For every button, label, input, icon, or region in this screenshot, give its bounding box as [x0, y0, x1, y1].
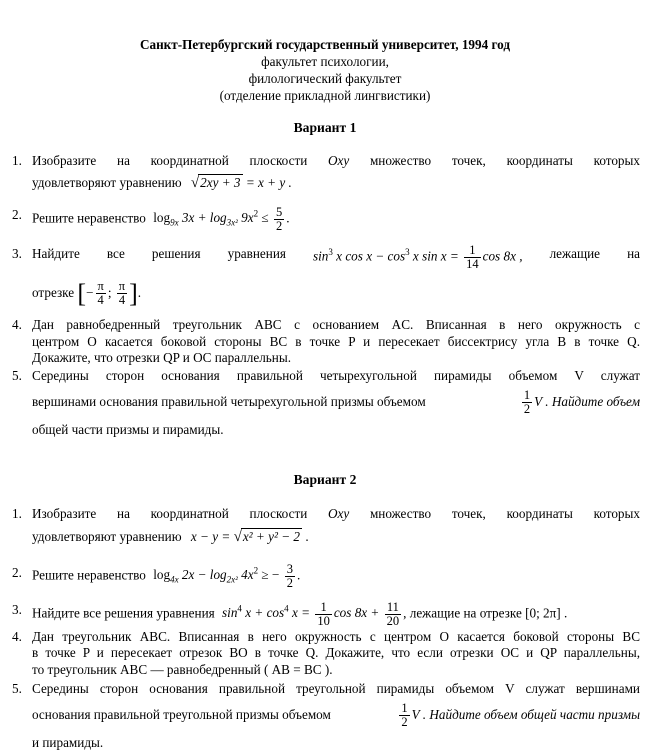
- word: которых: [593, 153, 640, 168]
- word: множество: [369, 153, 432, 168]
- expr: cos 8x +: [333, 605, 383, 621]
- v1-problem-3-line1: [32, 238, 640, 271]
- equation-rhs: = x + y .: [242, 175, 292, 190]
- word: Изобразите: [32, 153, 97, 168]
- expr: x cos x − cos: [332, 248, 406, 264]
- v2-problem-4-line3: то треугольник ABC — равнобедренный ( AB = BC ).: [32, 662, 333, 677]
- denominator: 2: [286, 575, 293, 590]
- expr: cos 8x ,: [482, 248, 523, 264]
- log-base: 4x: [170, 575, 179, 586]
- numerator: 1: [464, 244, 481, 258]
- exponent: 2: [253, 566, 259, 576]
- text: Решите неравенство: [32, 210, 146, 226]
- header-faculty-philology: филологический факультет: [248, 71, 402, 86]
- log-expression: [153, 566, 283, 586]
- fraction: [274, 206, 284, 233]
- fraction: [399, 702, 409, 729]
- relation: ≤: [258, 210, 272, 226]
- log-expression: [153, 209, 272, 229]
- v1-problem-5-line2: [32, 386, 640, 418]
- text: Найдите все решения уравнения: [32, 605, 215, 621]
- log-base: 3x²: [226, 218, 238, 229]
- expr: 2x − log: [178, 567, 227, 583]
- v2-problem-5-line2: [32, 699, 640, 731]
- denominator: 4: [97, 293, 104, 308]
- word: координатной: [150, 506, 229, 521]
- v1-problem-2-line: [32, 200, 640, 237]
- text: отрезке: [32, 285, 75, 300]
- expr: 3x + log: [178, 210, 227, 226]
- numerator: 1: [401, 701, 408, 716]
- v2-problem-5-line1: Середины сторон основания правильной треугольной пирамиды объемом V служат вершинами: [32, 681, 640, 696]
- exponent: 3: [328, 247, 333, 257]
- word: на: [117, 153, 130, 168]
- fraction: [285, 563, 295, 590]
- denominator: 2: [275, 218, 283, 233]
- fraction: [464, 244, 481, 271]
- text: , лежащие на отрезке [0; 2π] .: [403, 605, 568, 621]
- word: все: [106, 246, 125, 262]
- numerator: π: [97, 279, 104, 294]
- v1-problem-1-number: 1.: [12, 153, 22, 168]
- word: плоскости: [249, 506, 308, 521]
- header-university: Санкт-Петербургский государственный университет, 1994 год: [139, 37, 511, 52]
- v1-problem-1-line1: [32, 153, 640, 169]
- numerator: 11: [385, 601, 402, 615]
- word: Изобразите: [32, 506, 97, 521]
- punct: .: [286, 210, 290, 226]
- separator: ;: [107, 285, 115, 300]
- word: которых: [593, 506, 640, 521]
- v2-problem-3-number: 3.: [12, 602, 22, 617]
- relation: ≥ −: [258, 567, 283, 583]
- v1-problem-5-number: 5.: [12, 368, 22, 383]
- denominator: 10: [317, 613, 330, 628]
- numerator: 3: [286, 561, 293, 576]
- v2-problem-1-line1: [32, 506, 640, 522]
- text: V . Найдите объем общей части призмы: [411, 707, 640, 722]
- text: удовлетворяют уравнению: [32, 529, 182, 544]
- word: координаты: [506, 153, 573, 168]
- variant-1-title: Вариант 1: [293, 120, 357, 135]
- denominator: 2: [523, 402, 531, 417]
- equation-lhs: x − y =: [190, 529, 234, 544]
- exponent: 4: [284, 604, 289, 614]
- bracket-close: ]: [129, 278, 138, 308]
- v1-problem-4-line2: центром O касается боковой стороны BC в точке P и пересекает биссектрису угла B в точке Q.: [32, 334, 640, 349]
- radicand-text: 2xy + 3: [200, 175, 241, 190]
- equation: [222, 599, 403, 628]
- text: удовлетворяют уравнению: [32, 175, 182, 190]
- denominator: 14: [466, 256, 479, 271]
- exponent: 2: [253, 209, 259, 219]
- radicand: [241, 528, 302, 544]
- word: координаты: [506, 506, 573, 521]
- log-base: 9x: [170, 218, 179, 229]
- punct: .: [296, 567, 301, 583]
- expr: x + cos: [241, 605, 285, 621]
- text: V . Найдите объем: [534, 394, 640, 409]
- v1-problem-2-number: 2.: [12, 207, 22, 222]
- v2-problem-1-line2: [32, 528, 640, 546]
- denominator: 20: [386, 613, 400, 628]
- word: на: [627, 246, 640, 262]
- word: Oxy: [328, 153, 350, 168]
- volume-expression: [520, 386, 640, 418]
- expr: sin: [222, 605, 238, 621]
- exponent: 4: [237, 604, 242, 614]
- numerator: 5: [275, 204, 283, 219]
- word: точек,: [451, 506, 486, 521]
- sqrt-sign: √: [233, 529, 242, 545]
- word: координатной: [150, 153, 229, 168]
- v1-problem-4-line1: Дан равнобедренный треугольник ABC с основанием AC. Вписанная в него окружность с: [32, 317, 640, 332]
- minus: −: [86, 285, 94, 300]
- fraction: [315, 601, 332, 628]
- word: Oxy: [328, 506, 350, 521]
- word: уравнения: [227, 246, 286, 262]
- v2-problem-1-number: 1.: [12, 506, 22, 521]
- v2-problem-4-line2: в точке P и пересекает отрезок BO в точке Q. Докажите, что если отрезки OC и QP параллельны,: [32, 645, 640, 660]
- v1-problem-4-number: 4.: [12, 317, 22, 332]
- v1-problem-4-line3: Докажите, что отрезки QP и OC параллельны.: [32, 350, 291, 365]
- numerator: π: [118, 279, 126, 294]
- v2-problem-3-line: [32, 594, 640, 628]
- log-base: 2x²: [226, 575, 238, 586]
- bracket-open: [: [77, 278, 87, 308]
- radicand: [198, 174, 242, 190]
- fraction: [385, 601, 402, 628]
- text: Решите неравенство: [32, 567, 146, 583]
- exponent: 3: [405, 247, 410, 257]
- header-faculty-psychology: факультет психологии,: [261, 54, 389, 69]
- expr: x sin x =: [409, 248, 463, 264]
- v1-problem-3-number: 3.: [12, 246, 22, 261]
- text: основания правильной треугольной призмы объемом: [32, 707, 331, 722]
- volume-expression: [397, 699, 640, 731]
- word: точек,: [451, 153, 486, 168]
- v2-problem-2-line: [32, 557, 640, 594]
- punct: .: [302, 529, 309, 544]
- numerator: 1: [523, 388, 531, 403]
- denominator: 2: [401, 715, 408, 730]
- word: на: [117, 506, 130, 521]
- numerator: 1: [315, 601, 332, 615]
- v1-problem-1-line2: [32, 174, 640, 192]
- word: плоскости: [249, 153, 308, 168]
- v2-problem-4-number: 4.: [12, 629, 22, 644]
- variant-2-title: Вариант 2: [293, 472, 357, 487]
- word: лежащие: [549, 246, 601, 262]
- header-department: (отделение прикладной лингвистики): [219, 88, 431, 103]
- v1-problem-3-line2: [32, 278, 640, 308]
- word: Найдите: [32, 246, 80, 262]
- radicand-text: x² + y² − 2: [242, 529, 301, 544]
- expr: sin: [312, 248, 329, 264]
- sqrt-sign: √: [190, 175, 200, 191]
- word: множество: [369, 506, 432, 521]
- v2-problem-2-number: 2.: [12, 565, 22, 580]
- equation: [313, 238, 523, 271]
- punct: .: [137, 285, 142, 300]
- v2-problem-4-line1: Дан треугольник ABC. Вписанная в него окружность с центром O касается боковой стороны BC: [32, 629, 640, 644]
- denominator: 4: [118, 293, 126, 308]
- text: вершинами основания правильной четырехугольной призмы объемом: [32, 394, 426, 409]
- v2-problem-5-number: 5.: [12, 681, 22, 696]
- v1-problem-5-line3: общей части призмы и пирамиды.: [32, 422, 224, 437]
- fraction: [522, 389, 532, 416]
- expr: 4x: [237, 567, 254, 583]
- expr: 9x: [237, 210, 254, 226]
- v2-problem-5-line3: и пирамиды.: [32, 735, 104, 750]
- word: решения: [151, 246, 201, 262]
- expr: x =: [288, 605, 314, 621]
- log: log: [153, 210, 171, 226]
- log: log: [153, 567, 171, 583]
- fraction: [117, 280, 127, 307]
- v1-problem-5-line1: Середины сторон основания правильной четырехугольной пирамиды объемом V служат: [32, 368, 640, 383]
- fraction: [96, 280, 106, 307]
